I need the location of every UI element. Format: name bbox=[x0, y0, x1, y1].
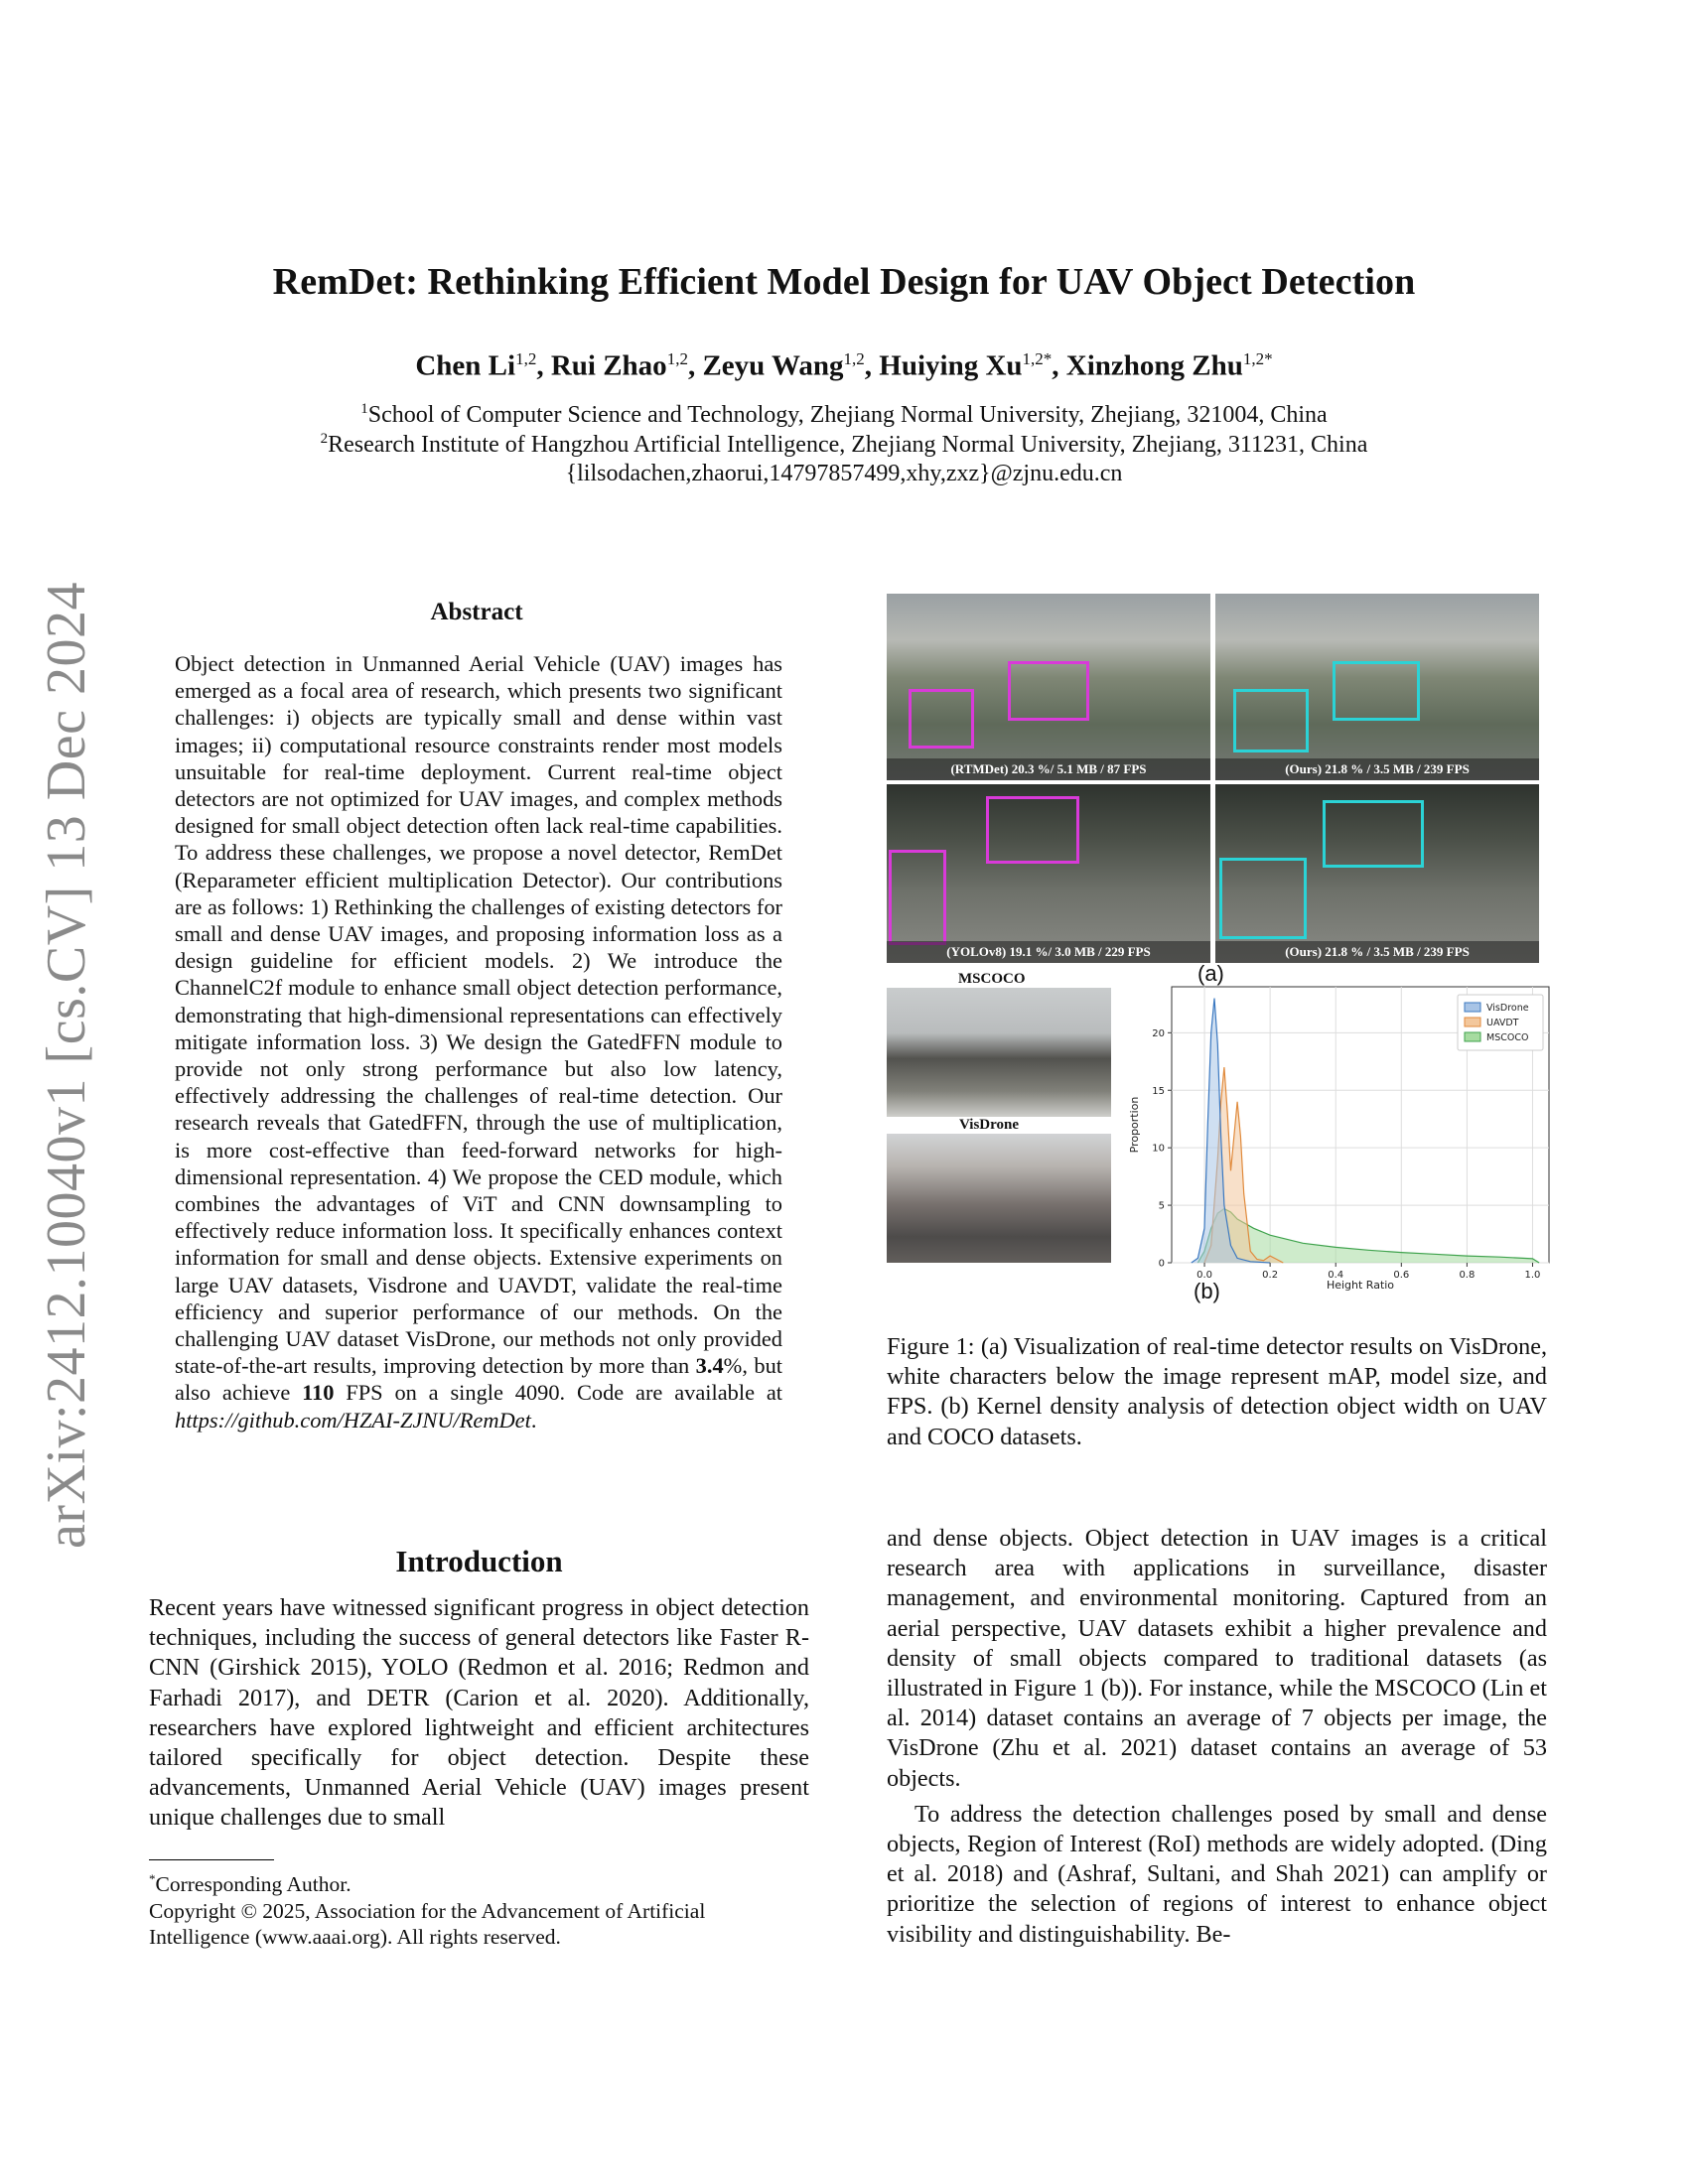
x-axis-label: Height Ratio bbox=[1326, 1279, 1395, 1291]
paper-title: RemDet: Rethinking Efficient Model Design for UAV Object Detection bbox=[272, 261, 1416, 303]
figure-1-caption: Figure 1: (a) Visualization of real-time detector results on VisDrone, white characters below the image represent mAP, model size, and FPS. (b) Kernel density analysis of detection object width on UAV and COCO datasets. bbox=[887, 1333, 1547, 1450]
panel-label: (Ours) 21.8 % / 3.5 MB / 239 FPS bbox=[1215, 758, 1539, 780]
detection-box bbox=[1219, 858, 1307, 939]
legend-swatch bbox=[1465, 1032, 1480, 1041]
author-name: Chen Li bbox=[415, 349, 516, 382]
intro-paragraph-continued: and dense objects. Object detection in UAV images is a critical research area with applications in surveillance, disaster management, and environmental monitoring. Captured from an aerial perspective, UAV datasets exhibit a higher prevalence and density of small objects compared to traditional datasets (as illustrated in Figure 1 (b)). For instance, while the MSCOCO (Lin et al. 2014) dataset contains an average of 7 objects per image, the VisDrone (Zhu et al. 2021) dataset contains an average of 53 objects. bbox=[887, 1525, 1547, 1792]
affiliation-1-text: School of Computer Science and Technology, Zhejiang Normal University, Zhejiang, 321004, China bbox=[367, 402, 1328, 428]
author-affiliation-mark: 1,2* bbox=[1022, 349, 1053, 368]
y-axis-ticks bbox=[1152, 1028, 1172, 1270]
author-name: Huiying Xu bbox=[879, 349, 1023, 382]
footnote-rule bbox=[149, 1859, 274, 1860]
abstract-text-2: %, but also achieve bbox=[175, 1353, 783, 1406]
footnotes bbox=[149, 1866, 809, 1951]
subfigure-b-label: (b) bbox=[1194, 1279, 1220, 1303]
author-list bbox=[0, 349, 1688, 383]
visdrone-sample-image bbox=[887, 1134, 1111, 1263]
author-affiliation-mark: 1,2 bbox=[515, 349, 537, 368]
detection-photo-ours-2 bbox=[1215, 784, 1539, 963]
footnote-copyright: Copyright © 2025, Association for the Advancement of Artificial Intelligence (www.aaai.org). All rights reserved. bbox=[149, 1898, 706, 1950]
legend-swatch bbox=[1465, 1003, 1480, 1012]
panel-label: (YOLOv8) 19.1 %/ 3.0 MB / 229 FPS bbox=[887, 941, 1210, 963]
abstract-text-1: Object detection in Unmanned Aerial Vehicle (UAV) images has emerged as a focal area of research, which presents two significant challenges: i) objects are typically small and dense within vast images; ii) computational resource constraints render most models unsuitable for real-time deployment. Current real-time object detectors are not optimized for UAV images, and complex methods designed for small object detection often lack real-time capabilities. To address these challenges, we propose a novel detector, RemDet (Reparameter efficient multiplication Detector). Our contributions are as follows: 1) Rethinking the challenges of existing detectors for small and dense UAV images, and proposing information loss as a design guideline for efficient models. 2) We introduce the ChannelC2f module to enhance small object detection performance, demonstrating that high-dimensional representations can effectively mitigate information loss. 3) We design the GatedFFN module to provide not only strong performance but also low latency, effectively addressing the challenges of real-time detection. Our research reveals that GatedFFN, through the use of multiplication, is more cost-effective than feed-forward networks for high-dimensional representation. 4) We propose the CED module, which combines the advantages of ViT and CNN downsampling to effectively reduce information loss. It specifically enhances context information for small and dense objects. Extensive experiments on large UAV datasets, Visdrone and UAVDT, validate the real-time efficiency and superior performance of our methods. On the challenging UAV dataset VisDrone, our methods not only provided state-of-the-art results, improving detection by more than bbox=[175, 651, 782, 1379]
y-tick-label: 0 bbox=[1158, 1258, 1165, 1270]
affiliation-1-mark: 1 bbox=[360, 401, 368, 417]
author-name: Rui Zhao bbox=[550, 349, 667, 382]
author-affiliation-mark: 1,2 bbox=[843, 349, 865, 368]
intro-paragraph-roi: To address the detection challenges posed by small and dense objects, Region of Interest (RoI) methods are widely adopted. (Ding et al. 2018) and (Ashraf, Sultani, and Shah 2021) can amplify or prioritize the selection of regions of interest to enhance object visibility and distinguishability. Be- bbox=[887, 1800, 1547, 1948]
affiliation-1 bbox=[0, 401, 1688, 429]
author-affiliation-mark: 1,2* bbox=[1242, 349, 1273, 368]
legend-swatch bbox=[1465, 1018, 1480, 1026]
y-tick-label: 20 bbox=[1152, 1027, 1165, 1039]
detection-box bbox=[1323, 800, 1424, 868]
abstract-bold-2: 110 bbox=[302, 1380, 335, 1406]
abstract-body bbox=[175, 650, 782, 1433]
y-tick-label: 15 bbox=[1152, 1085, 1165, 1097]
author-affiliation-mark: 1,2 bbox=[666, 349, 688, 368]
affiliation-2-text: Research Institute of Hangzhou Artificial Intelligence, Zhejiang Normal University, Zhejiang, 311231, China bbox=[328, 432, 1368, 458]
x-tick-label: 0.8 bbox=[1459, 1270, 1476, 1281]
author-separator: , bbox=[1052, 349, 1066, 382]
mscoco-label: MSCOCO bbox=[958, 971, 1026, 987]
author-separator: , bbox=[864, 349, 880, 382]
introduction-heading: Introduction bbox=[395, 1544, 563, 1578]
abstract-text-3: FPS on a single 4090. Code are available at bbox=[334, 1380, 782, 1406]
detection-box bbox=[909, 689, 974, 749]
legend-label: VisDrone bbox=[1486, 1003, 1529, 1014]
y-axis-label: Proportion bbox=[1128, 1096, 1141, 1154]
abstract-heading: Abstract bbox=[430, 599, 523, 625]
author-name: Xinzhong Zhu bbox=[1065, 349, 1243, 382]
panel-label: (RTMDet) 20.3 %/ 5.1 MB / 87 FPS bbox=[887, 758, 1210, 780]
kde-chart bbox=[1120, 983, 1557, 1291]
code-link[interactable]: https://github.com/HZAI-ZJNU/RemDet bbox=[175, 1407, 531, 1433]
author-separator: , bbox=[536, 349, 551, 382]
footnote-mark: * bbox=[149, 1871, 156, 1886]
affiliation-2-mark: 2 bbox=[320, 431, 329, 447]
introduction-right-text bbox=[887, 1524, 1547, 1950]
detection-photo-yolov8 bbox=[887, 784, 1210, 963]
legend-label: UAVDT bbox=[1486, 1018, 1519, 1028]
detection-photo-ours-1 bbox=[1215, 594, 1539, 780]
figure-1a bbox=[887, 594, 1539, 986]
x-tick-label: 0.6 bbox=[1393, 1270, 1410, 1281]
arxiv-stamp: arXiv:2412.10040v1 [cs.CV] 13 Dec 2024 bbox=[36, 582, 97, 1549]
y-tick-label: 5 bbox=[1158, 1200, 1165, 1212]
detection-box bbox=[1233, 689, 1309, 752]
detection-photo-rtmdet bbox=[887, 594, 1210, 780]
abstract-text-4: . bbox=[530, 1407, 537, 1433]
affiliation-2 bbox=[0, 431, 1688, 459]
author-emails: {lilsodachen,zhaorui,14797857499,xhy,zxz}@zjnu.edu.cn bbox=[565, 461, 1123, 486]
x-tick-label: 1.0 bbox=[1524, 1270, 1541, 1281]
legend-label: MSCOCO bbox=[1486, 1032, 1529, 1043]
visdrone-label: VisDrone bbox=[959, 1117, 1019, 1133]
detection-box bbox=[986, 796, 1079, 864]
footnote-corresponding-text: Corresponding Author. bbox=[155, 1872, 352, 1897]
detection-box bbox=[889, 850, 946, 945]
x-tick-label: 0.0 bbox=[1196, 1270, 1212, 1281]
abstract-bold-1: 3.4 bbox=[695, 1353, 724, 1379]
legend bbox=[1458, 995, 1543, 1050]
detection-box bbox=[1333, 661, 1420, 721]
detection-box bbox=[1008, 661, 1089, 721]
author-separator: , bbox=[687, 349, 703, 382]
introduction-left-text: Recent years have witnessed significant progress in object detection techniques, including the success of general detectors like Faster R-CNN (Girshick 2015), YOLO (Redmon et al. 2016; Redmon and Farhadi 2017), and DETR (Carion et al. 2020). Additionally, researchers have explored lightweight and efficient architectures tailored specifically for object detection. Despite these advancements, Unmanned Aerial Vehicle (UAV) images present unique challenges due to small bbox=[149, 1594, 809, 1832]
mscoco-sample-image bbox=[887, 988, 1111, 1117]
footnote-corresponding bbox=[149, 1866, 809, 1898]
author-name: Zeyu Wang bbox=[702, 349, 844, 382]
x-tick-label: 0.4 bbox=[1328, 1270, 1344, 1281]
panel-label: (Ours) 21.8 % / 3.5 MB / 239 FPS bbox=[1215, 941, 1539, 963]
x-tick-label: 0.2 bbox=[1262, 1270, 1279, 1281]
y-tick-label: 10 bbox=[1152, 1143, 1165, 1155]
subfigure-a-label: (a) bbox=[1197, 961, 1224, 986]
